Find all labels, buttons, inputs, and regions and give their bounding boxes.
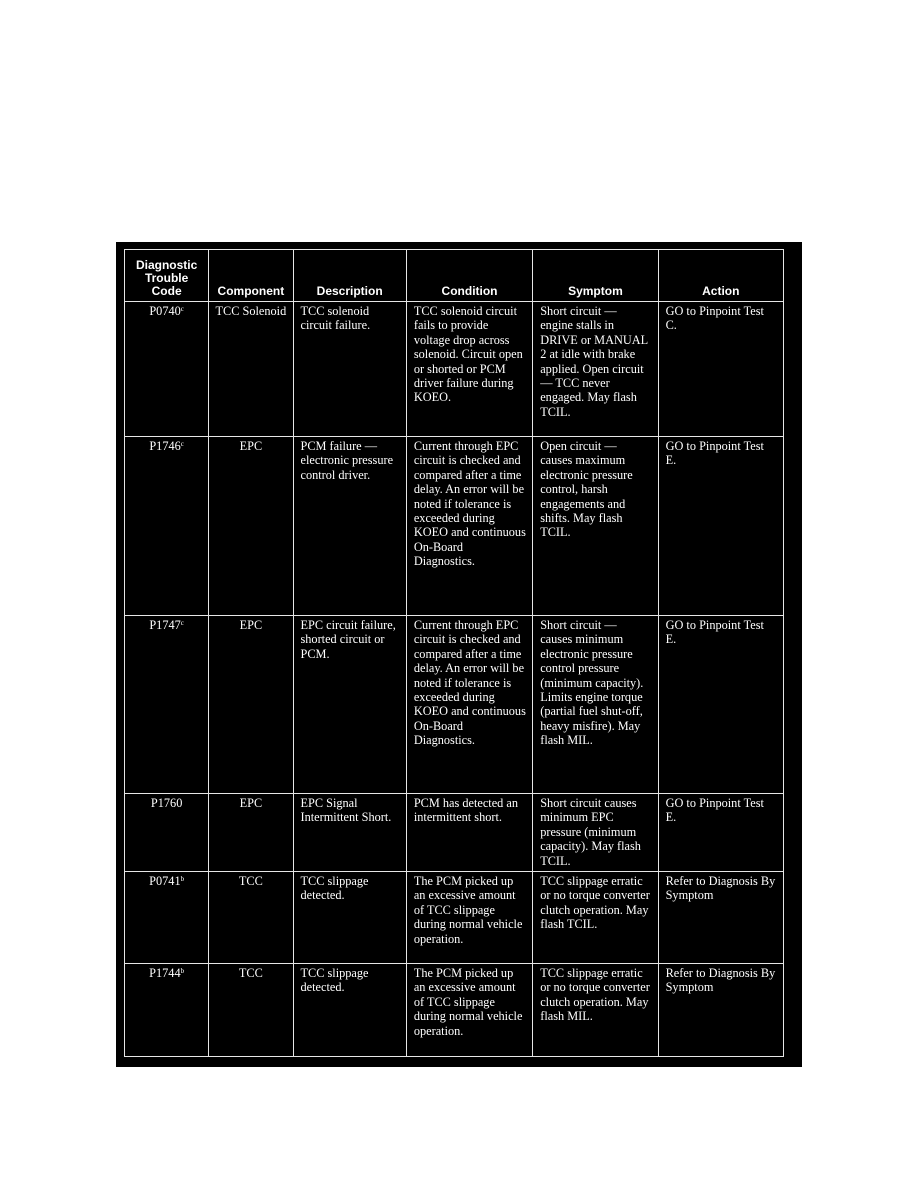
component-cell: TCC [209, 872, 293, 964]
condition-cell: The PCM picked up an excessive amount of TCC slippage during normal vehicle operation. [406, 872, 532, 964]
condition-cell: The PCM picked up an excessive amount of TCC slippage during normal vehicle operation. [406, 964, 532, 1057]
symptom-cell: Short circuit causes minimum EPC pressure (minimum capacity). May flash TCIL. [533, 794, 658, 872]
component-cell: TCC Solenoid [209, 302, 293, 437]
description-cell: TCC slippage detected. [293, 964, 406, 1057]
condition-cell: Current through EPC circuit is checked and compared after a time delay. An error will be noted if tolerance is exceeded during KOEO and continuous On-Board Diagnostics. [406, 437, 532, 616]
diagnostic-trouble-code-table [124, 249, 784, 1057]
header-symptom: Symptom [533, 250, 658, 302]
description-cell: TCC slippage detected. [293, 872, 406, 964]
symptom-cell: Short circuit — causes minimum electronic pressure control pressure (minimum capacity). Limits engine torque (partial fuel shut-off, heavy misfire). May flash MIL. [533, 616, 658, 794]
condition-cell: Current through EPC circuit is checked and compared after a time delay. An error will be noted if tolerance is exceeded during KOEO and continuous On-Board Diagnostics. [406, 616, 532, 794]
header-action: Action [658, 250, 783, 302]
footnote-marker: c [180, 440, 184, 448]
action-cell: GO to Pinpoint Test E. [658, 616, 783, 794]
table-row [125, 616, 784, 794]
header-description: Description [293, 250, 406, 302]
table-row [125, 302, 784, 437]
code-cell: P0740$^c$ [125, 302, 209, 437]
code-cell: P1747$^c$ [125, 616, 209, 794]
footnote-marker: b [180, 967, 185, 975]
component-cell: EPC [209, 616, 293, 794]
symptom-cell: Open circuit — causes maximum electronic pressure control, harsh engagements and shifts. May flash TCIL. [533, 437, 658, 616]
footnote-marker: c [180, 619, 184, 627]
component-cell: TCC [209, 964, 293, 1057]
symptom-cell: TCC slippage erratic or no torque converter clutch operation. May flash TCIL. [533, 872, 658, 964]
footnote-marker: b [180, 875, 185, 883]
condition-cell: PCM has detected an intermittent short. [406, 794, 532, 872]
symptom-cell: Short circuit — engine stalls in DRIVE or MANUAL 2 at idle with brake applied. Open circuit — TCC never engaged. May flash TCIL. [533, 302, 658, 437]
header-condition: Condition [406, 250, 532, 302]
table-header-row [125, 250, 784, 302]
symptom-cell: TCC slippage erratic or no torque converter clutch operation. May flash MIL. [533, 964, 658, 1057]
code-cell: P0741$^b$ [125, 872, 209, 964]
table-row [125, 437, 784, 616]
description-cell: EPC Signal Intermittent Short. [293, 794, 406, 872]
description-cell: TCC solenoid circuit failure. [293, 302, 406, 437]
component-cell: EPC [209, 437, 293, 616]
footnote-marker: c [180, 305, 184, 313]
description-cell: EPC circuit failure, shorted circuit or PCM. [293, 616, 406, 794]
table-row [125, 872, 784, 964]
header-component: Component [209, 250, 293, 302]
code-cell: P1760 [125, 794, 209, 872]
component-cell: EPC [209, 794, 293, 872]
code-cell: P1744$^b$ [125, 964, 209, 1057]
action-cell: GO to Pinpoint Test C. [658, 302, 783, 437]
description-cell: PCM failure — electronic pressure control driver. [293, 437, 406, 616]
header-code: Diagnostic Trouble Code [125, 250, 209, 302]
action-cell: Refer to Diagnosis By Symptom [658, 964, 783, 1057]
dtc-table-panel [116, 242, 802, 1067]
code-cell: P1746$^c$ [125, 437, 209, 616]
table-row [125, 964, 784, 1057]
condition-cell: TCC solenoid circuit fails to provide voltage drop across solenoid. Circuit open or shorted or PCM driver failure during KOEO. [406, 302, 532, 437]
action-cell: GO to Pinpoint Test E. [658, 437, 783, 616]
table-row [125, 794, 784, 872]
action-cell: GO to Pinpoint Test E. [658, 794, 783, 872]
action-cell: Refer to Diagnosis By Symptom [658, 872, 783, 964]
